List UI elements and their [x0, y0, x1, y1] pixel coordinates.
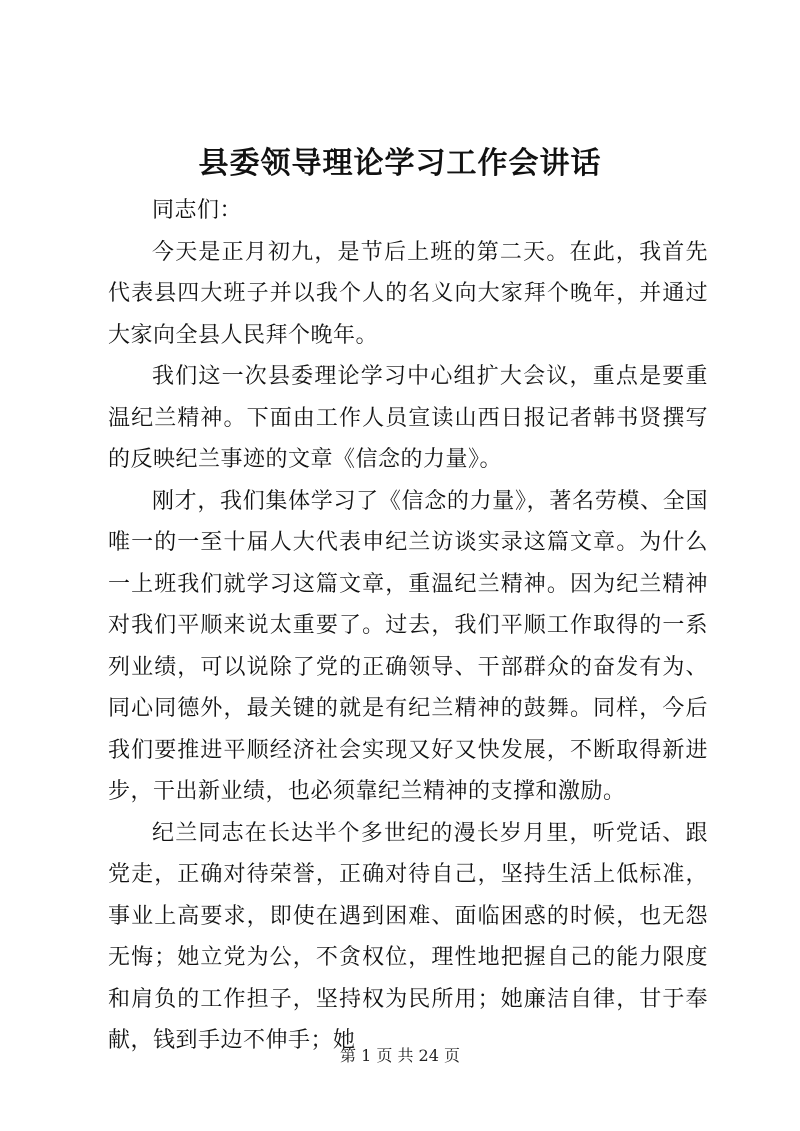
body-paragraph: 今天是正月初九，是节后上班的第二天。在此，我首先代表县四大班子并以我个人的名义向大家拜个晚年，并通过大家向全县人民拜个晚年。 [108, 239, 708, 348]
body-paragraph: 纪兰同志在长达半个多世纪的漫长岁月里，听党话、跟党走，正确对待荣誉，正确对待自己，坚持生活上低标准，事业上高要求，即使在遇到困难、面临困惑的时候，也无怨无悔；她立党为公，不贪权位，理性地把握自己的能力限度和肩负的工作担子，坚持权为民所用；她廉洁自律，甘于奉献，钱到手边不伸手；她 [108, 820, 708, 1053]
page-footer [0, 1043, 800, 1066]
body-paragraph: 刚才，我们集体学习了《信念的力量》，著名劳模、全国唯一的一至十届人大代表申纪兰访谈实录这篇文章。为什么一上班我们就学习这篇文章，重温纪兰精神。因为纪兰精神对我们平顺来说太重要了。过去，我们平顺工作取得的一系列业绩，可以说除了党的正确领导、干部群众的奋发有为、同心同德外，最关键的就是有纪兰精神的鼓舞。同样，今后我们要推进平顺经济社会实现又好又快发展，不断取得新进步，干出新业绩，也必须靠纪兰精神的支撑和激励。 [108, 488, 708, 804]
document-title: 县委领导理论学习工作会讲话 [198, 146, 602, 181]
salutation-paragraph: 同志们： [152, 198, 243, 223]
page-number-label: 第 1 页 共 24 页 [340, 1046, 460, 1065]
document-body [108, 190, 708, 1062]
body-paragraph: 我们这一次县委理论学习中心组扩大会议，重点是要重温纪兰精神。下面由工作人员宣读山西日报记者韩书贤撰写的反映纪兰事迹的文章《信念的力量》。 [108, 364, 708, 472]
